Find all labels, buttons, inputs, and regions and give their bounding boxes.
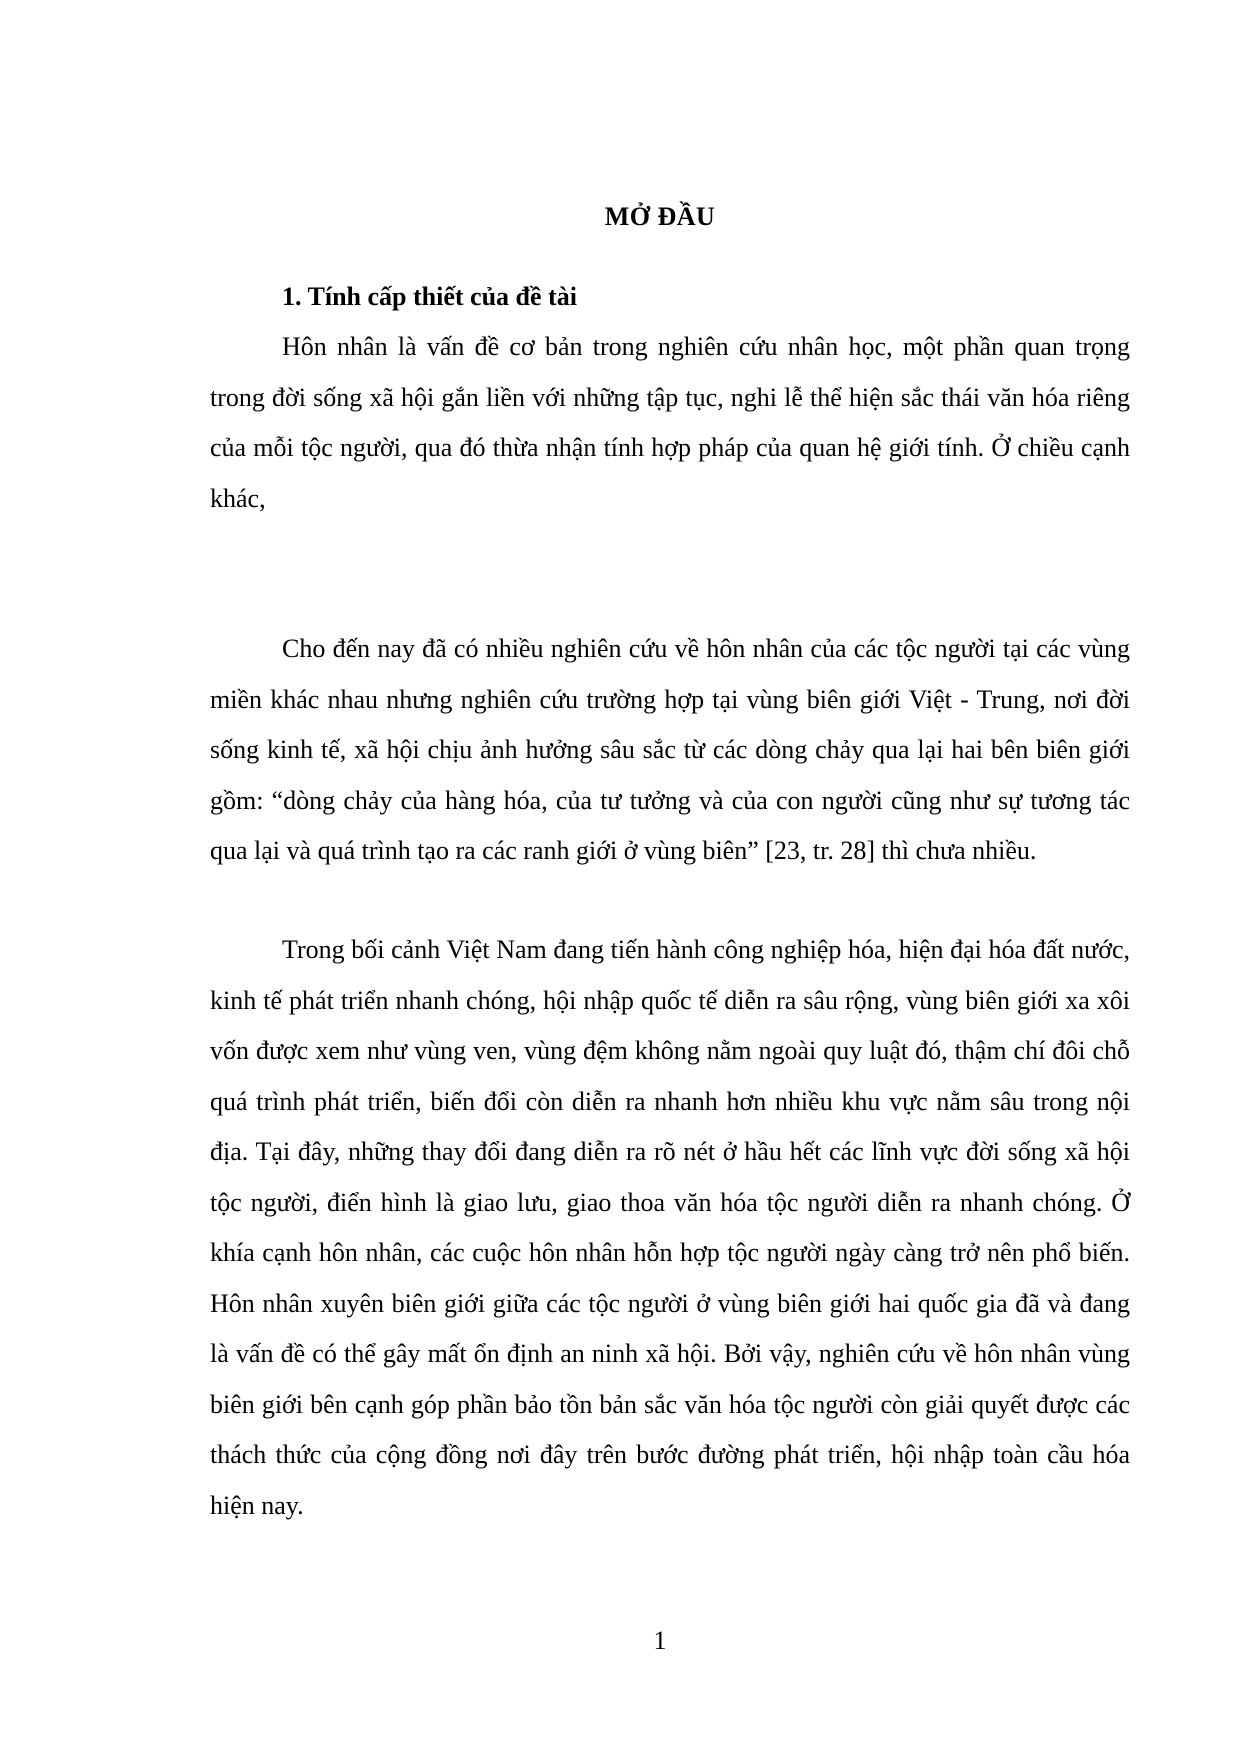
- paragraph-3: Trong bối cảnh Việt Nam đang tiến hành công nghiệp hóa, hiện đại hóa đất nước, kinh tế phát triển nhanh chóng, hội nhập quốc tế diễn ra sâu rộng, vùng biên giới xa xôi vốn được xem như vùng ven, vùng đệm không nằm ngoài quy luật đó, thậm chí đôi chỗ quá trình phát triển, biến đổi còn diễn ra nhanh hơn nhiều khu vực nằm sâu trong nội địa. Tại đây, những thay đổi đang diễn ra rõ nét ở hầu hết các lĩnh vực đời sống xã hội tộc người, điển hình là giao lưu, giao thoa văn hóa tộc người diễn ra nhanh chóng. Ở khía cạnh hôn nhân, các cuộc hôn nhân hỗn hợp tộc người ngày càng trở nên phổ biến. Hôn nhân xuyên biên giới giữa các tộc người ở vùng biên giới hai quốc gia đã và đang là vấn đề có thể gây mất ổn định an ninh xã hội. Bởi vậy, nghiên cứu về hôn nhân vùng biên giới bên cạnh góp phần bảo tồn bản sắc văn hóa tộc người còn giải quyết được các thách thức của cộng đồng nơi đây trên bước đường phát triển, hội nhập toàn cầu hóa hiện nay.: [210, 935, 1130, 1520]
- paragraph-1: Hôn nhân là vấn đề cơ bản trong nghiên cứu nhân học, một phần quan trọng trong đời sống xã hội gắn liền với những tập tục, nghi lễ thể hiện sắc thái văn hóa riêng của mỗi tộc người, qua đó thừa nhận tính hợp pháp của quan hệ giới tính. Ở chiều cạnh khác,: [210, 332, 1130, 513]
- section-title: 1. Tính cấp thiết của đề tài: [282, 282, 577, 311]
- chapter-title: MỞ ĐẦU: [604, 202, 716, 231]
- paragraph-2: Cho đến nay đã có nhiều nghiên cứu về hôn nhân của các tộc người tại các vùng miền khác nhau nhưng nghiên cứu trường hợp tại vùng biên giới Việt - Trung, nơi đời sống kinh tế, xã hội chịu ảnh hưởng sâu sắc từ các dòng chảy qua lại hai bên biên giới gồm: “dòng chảy của hàng hóa, của tư tưởng và của con người cũng như sự tương tác qua lại và quá trình tạo ra các ranh giới ở vùng biên” [23, tr. 28] thì chưa nhiều.: [210, 634, 1130, 865]
- page-number: 1: [653, 1626, 667, 1655]
